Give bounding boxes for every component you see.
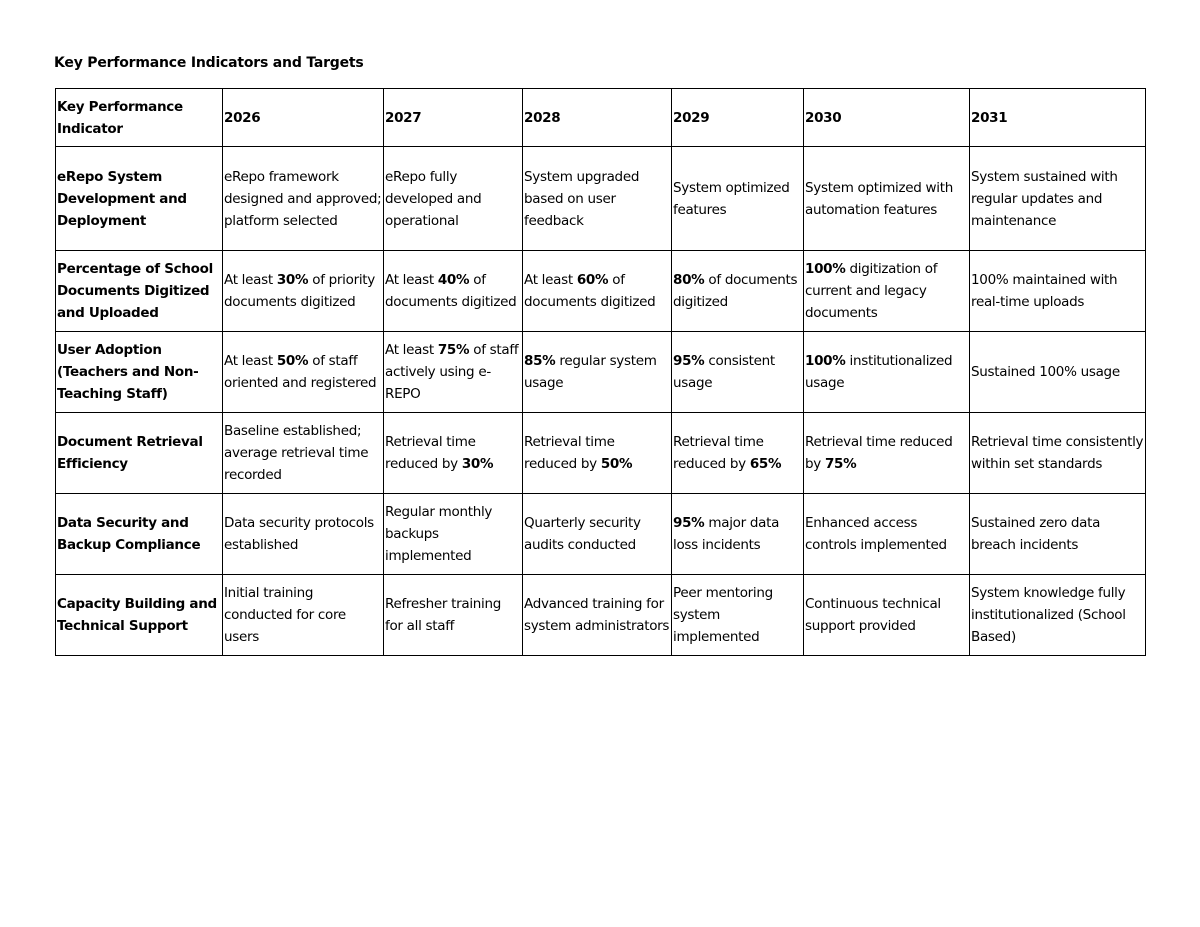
table-cell: Retrieval time reduced by 50%: [523, 413, 672, 494]
table-cell: At least 30% of priority documents digitized: [223, 251, 384, 332]
table-cell: At least 40% of documents digitized: [384, 251, 523, 332]
table-cell: 95% major data loss incidents: [672, 494, 804, 575]
table-header-row: [56, 89, 1146, 147]
table-cell: Advanced training for system administrators: [523, 575, 672, 656]
page-title: Key Performance Indicators and Targets: [54, 55, 364, 71]
kpi-table: [55, 88, 1146, 656]
table-cell: 100% maintained with real-time uploads: [970, 251, 1146, 332]
kpi-label: eRepo System Development and Deployment: [56, 147, 223, 251]
header-year: 2030: [804, 89, 970, 147]
table-cell: Sustained zero data breach incidents: [970, 494, 1146, 575]
table-cell: eRepo framework designed and approved; platform selected: [223, 147, 384, 251]
table-cell: Refresher training for all staff: [384, 575, 523, 656]
table-cell: 100% digitization of current and legacy documents: [804, 251, 970, 332]
table-row: [56, 251, 1146, 332]
kpi-label: Capacity Building and Technical Support: [56, 575, 223, 656]
kpi-label: Percentage of School Documents Digitized and Uploaded: [56, 251, 223, 332]
table-cell: System optimized with automation features: [804, 147, 970, 251]
table-row: [56, 147, 1146, 251]
table-cell: At least 50% of staff oriented and registered: [223, 332, 384, 413]
table-cell: System sustained with regular updates and maintenance: [970, 147, 1146, 251]
kpi-label: Document Retrieval Efficiency: [56, 413, 223, 494]
header-year: 2027: [384, 89, 523, 147]
table-cell: At least 60% of documents digitized: [523, 251, 672, 332]
kpi-label: Data Security and Backup Compliance: [56, 494, 223, 575]
table-cell: Continuous technical support provided: [804, 575, 970, 656]
table-cell: At least 75% of staff actively using e-REPO: [384, 332, 523, 413]
table-cell: eRepo fully developed and operational: [384, 147, 523, 251]
table-cell: Retrieval time reduced by 30%: [384, 413, 523, 494]
table-cell: Retrieval time reduced by 75%: [804, 413, 970, 494]
kpi-label: User Adoption (Teachers and Non-Teaching Staff): [56, 332, 223, 413]
header-year: 2026: [223, 89, 384, 147]
table-cell: 95% consistent usage: [672, 332, 804, 413]
table-cell: Quarterly security audits conducted: [523, 494, 672, 575]
table-cell: Initial training conducted for core users: [223, 575, 384, 656]
table-cell: Retrieval time consistently within set standards: [970, 413, 1146, 494]
table-cell: 85% regular system usage: [523, 332, 672, 413]
table-cell: 80% of documents digitized: [672, 251, 804, 332]
header-year: 2031: [970, 89, 1146, 147]
table-row: [56, 413, 1146, 494]
table-cell: System optimized features: [672, 147, 804, 251]
table-cell: Baseline established; average retrieval time recorded: [223, 413, 384, 494]
header-kpi: Key Performance Indicator: [56, 89, 223, 147]
table-cell: Regular monthly backups implemented: [384, 494, 523, 575]
header-year: 2029: [672, 89, 804, 147]
table-cell: System upgraded based on user feedback: [523, 147, 672, 251]
table-cell: Retrieval time reduced by 65%: [672, 413, 804, 494]
table-row: [56, 494, 1146, 575]
table-cell: 100% institutionalized usage: [804, 332, 970, 413]
table-row: [56, 575, 1146, 656]
table-cell: Peer mentoring system implemented: [672, 575, 804, 656]
table-cell: Enhanced access controls implemented: [804, 494, 970, 575]
table-row: [56, 332, 1146, 413]
table-cell: Sustained 100% usage: [970, 332, 1146, 413]
table-cell: Data security protocols established: [223, 494, 384, 575]
header-year: 2028: [523, 89, 672, 147]
table-cell: System knowledge fully institutionalized (School Based): [970, 575, 1146, 656]
